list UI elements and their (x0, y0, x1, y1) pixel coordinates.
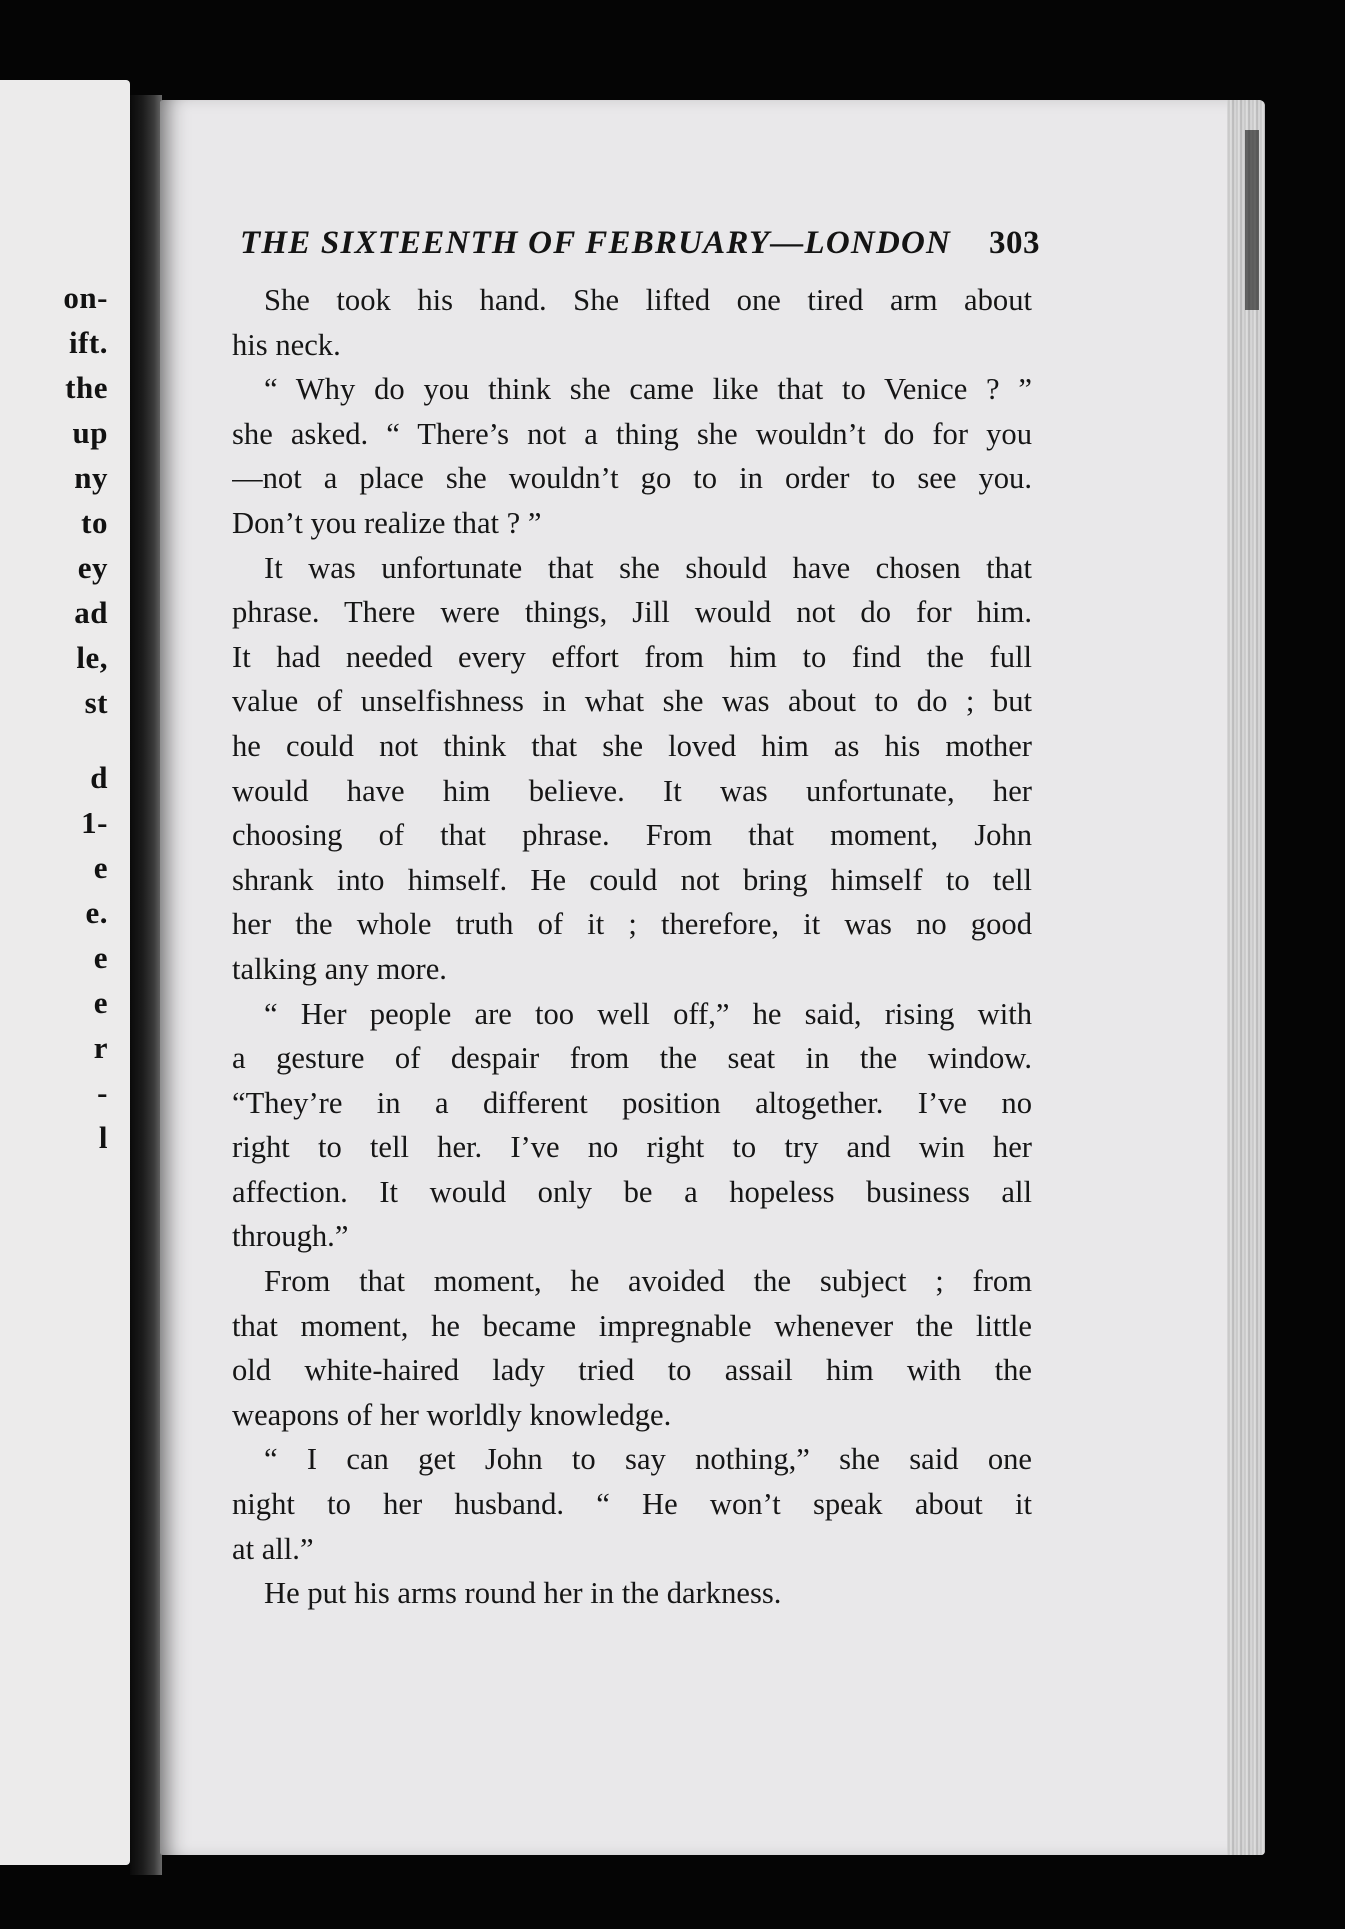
running-title: THE SIXTEENTH OF FEBRUARY—LONDON (240, 225, 952, 261)
text-line: —not a place she wouldn’t go to in order to see you. (232, 461, 1032, 496)
text-line: weapons of her worldly knowledge. (232, 1397, 672, 1432)
text-line: “ I can get John to say nothing,” she said one (264, 1442, 1032, 1477)
text-line: value of unselfishness in what she was about to do ; but (232, 684, 1032, 719)
text-line: night to her husband. “ He won’t speak about it (232, 1487, 1032, 1522)
text-line: Don’t you realize that ? ” (232, 505, 542, 540)
fragment-line: d (90, 760, 108, 795)
page-edge (1227, 100, 1265, 1855)
fragment-line: ny (74, 460, 108, 495)
fragment-line: e (93, 985, 108, 1020)
book-gutter (130, 95, 162, 1875)
text-line: would have him believe. It was unfortunate, her (232, 773, 1032, 808)
fragment-line: the (65, 370, 108, 405)
text-line: He put his arms round her in the darkness. (264, 1576, 782, 1611)
fragment-line: 1- (81, 805, 108, 840)
fragment-line: l (98, 1120, 108, 1155)
text-line: phrase. There were things, Jill would not do for him. (232, 595, 1032, 630)
fragment-line: st (84, 685, 108, 720)
text-line: shrank into himself. He could not bring himself to tell (232, 862, 1032, 897)
fragment-line: ad (74, 595, 108, 630)
body-text (232, 278, 1032, 1616)
fragment-line: - (97, 1075, 108, 1110)
text-line: affection. It would only be a hopeless business all (232, 1174, 1032, 1209)
book-page (160, 100, 1265, 1855)
fragment-line: to (81, 505, 108, 540)
text-line: old white-haired lady tried to assail him with the (232, 1353, 1032, 1388)
fragment-line: le, (76, 640, 108, 675)
fragment-line: up (72, 415, 108, 450)
text-line: From that moment, he avoided the subject ; from (264, 1264, 1032, 1299)
text-line: she asked. “ There’s not a thing she wouldn’t do for you (232, 416, 1032, 451)
previous-page-fragment (0, 80, 130, 1865)
fragment-line: e. (85, 895, 108, 930)
text-line: he could not think that she loved him as his mother (232, 728, 1032, 763)
fragment-line: e (93, 850, 108, 885)
text-line: her the whole truth of it ; therefore, it was no good (232, 907, 1032, 942)
page-edge-shadow (1245, 130, 1259, 310)
text-line: “ Her people are too well off,” he said, rising with (264, 996, 1032, 1031)
text-line: right to tell her. I’ve no right to try and win her (232, 1130, 1032, 1165)
text-line: “They’re in a different position altogether. I’ve no (232, 1085, 1032, 1120)
fragment-line: on- (63, 280, 108, 315)
text-line: “ Why do you think she came like that to Venice ? ” (264, 372, 1032, 407)
text-line: that moment, he became impregnable whenever the little (232, 1308, 1032, 1343)
text-line: choosing of that phrase. From that moment, John (232, 818, 1032, 853)
text-line: She took his hand. She lifted one tired arm about (264, 283, 1032, 317)
page-number: 303 (989, 225, 1040, 261)
text-line: at all.” (232, 1531, 314, 1566)
fragment-line: r (93, 1030, 108, 1065)
text-line: It was unfortunate that she should have chosen that (264, 550, 1032, 585)
fragment-line: ey (77, 550, 108, 585)
text-line: his neck. (232, 327, 341, 362)
text-line: It had needed every effort from him to find the full (232, 639, 1032, 674)
running-head (240, 225, 1040, 275)
text-line: through.” (232, 1219, 349, 1254)
text-line: talking any more. (232, 951, 447, 986)
fragment-line: e (93, 940, 108, 975)
fragment-line: ift. (68, 325, 108, 360)
text-line: a gesture of despair from the seat in the window. (232, 1041, 1032, 1076)
